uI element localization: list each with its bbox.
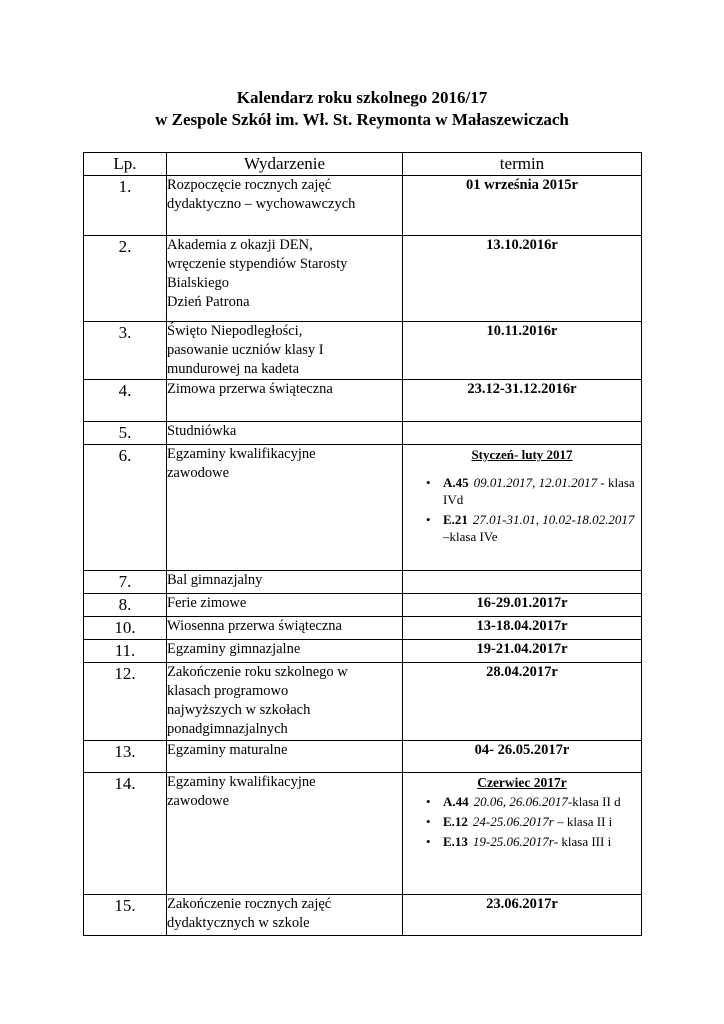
table-row	[84, 617, 642, 640]
term-cell: 23.06.2017r	[403, 895, 642, 936]
event-line: Egzaminy kwalifikacyjne	[167, 774, 316, 790]
event-line: Dzień Patrona	[167, 294, 250, 310]
term-cell	[403, 445, 642, 571]
event-cell	[167, 663, 403, 741]
row-number: 15.	[84, 895, 167, 936]
table-row	[84, 594, 642, 617]
exam-code: E.13	[443, 834, 468, 849]
table-row	[84, 773, 642, 895]
header-term: termin	[403, 153, 642, 176]
exam-dates: 20.06, 26.06.2017	[473, 794, 568, 809]
exam-class: -klasa II d	[567, 794, 621, 809]
row-number: 10.	[84, 617, 167, 640]
event-cell	[167, 236, 403, 322]
event-line: klasach programowo	[167, 683, 289, 699]
table-row	[84, 380, 642, 422]
term-cell: 23.12-31.12.2016r	[403, 380, 642, 422]
event-line: Egzaminy kwalifikacyjne	[167, 446, 316, 462]
header-row	[84, 153, 642, 176]
row-number: 1.	[84, 176, 167, 236]
event-line: Bialskiego	[167, 275, 230, 291]
row-number: 14.	[84, 773, 167, 895]
row-number: 13.	[84, 741, 167, 773]
term-cell	[403, 571, 642, 594]
table-row	[84, 322, 642, 380]
event-line: zawodowe	[167, 793, 230, 809]
event-line: Egzaminy gimnazjalne	[167, 641, 301, 657]
event-line: Bal gimnazjalny	[167, 572, 263, 588]
event-line: wręczenie stypendiów Starosty	[167, 256, 348, 272]
event-line: Zakończenie roku szkolnego w	[167, 664, 348, 680]
title-line-2: w Zespole Szkół im. Wł. St. Reymonta w Małaszewiczach	[155, 110, 569, 129]
row-number: 2.	[84, 236, 167, 322]
table-row	[84, 445, 642, 571]
calendar-table	[83, 152, 642, 936]
exam-period-heading: Styczeń- luty 2017	[471, 447, 573, 462]
exam-dates: 27.01-31.01, 10.02-18.02.2017	[472, 512, 635, 527]
event-line: Zakończenie rocznych zajęć	[167, 896, 332, 912]
event-cell	[167, 594, 403, 617]
exam-period-heading: Czerwiec 2017r	[477, 775, 567, 790]
row-number: 4.	[84, 380, 167, 422]
table-row	[84, 640, 642, 663]
event-line: najwyższych w szkołach	[167, 702, 311, 718]
event-line: Ferie zimowe	[167, 595, 247, 611]
table-row	[84, 741, 642, 773]
exam-list	[403, 793, 641, 857]
event-line: pasowanie uczniów klasy I	[167, 342, 324, 358]
event-line: mundurowej na kadeta	[167, 361, 300, 377]
event-line: zawodowe	[167, 465, 230, 481]
table-row	[84, 176, 642, 236]
table-row	[84, 571, 642, 594]
term-cell: 04- 26.05.2017r	[403, 741, 642, 773]
term-cell: 16-29.01.2017r	[403, 594, 642, 617]
event-line: ponadgimnazjalnych	[167, 721, 288, 737]
exam-code: E.12	[443, 814, 468, 829]
event-line: Rozpoczęcie rocznych zajęć	[167, 177, 332, 193]
event-cell	[167, 895, 403, 936]
exam-item	[443, 833, 637, 850]
event-line: Egzaminy maturalne	[167, 742, 288, 758]
exam-class: –klasa IVe	[443, 529, 498, 544]
row-number: 3.	[84, 322, 167, 380]
table-row	[84, 663, 642, 741]
event-cell	[167, 445, 403, 571]
exam-code: E.21	[443, 512, 468, 527]
title-line-1: Kalendarz roku szkolnego 2016/17	[236, 88, 488, 107]
exam-dates: 19-25.06.2017r	[472, 834, 554, 849]
table-row	[84, 422, 642, 445]
exam-item	[443, 813, 637, 830]
term-cell: 01 września 2015r	[403, 176, 642, 236]
table-row	[84, 895, 642, 936]
event-cell	[167, 617, 403, 640]
exam-class: – klasa II i	[553, 814, 613, 829]
row-number: 7.	[84, 571, 167, 594]
event-cell	[167, 380, 403, 422]
event-line: dydaktyczno – wychowawczych	[167, 196, 356, 212]
event-cell	[167, 322, 403, 380]
event-line: Studniówka	[167, 423, 237, 439]
term-cell: 28.04.2017r	[403, 663, 642, 741]
exam-code: A.44	[443, 794, 469, 809]
exam-dates: 24-25.06.2017r	[472, 814, 554, 829]
event-line: Akademia z okazji DEN,	[167, 237, 313, 253]
term-cell: 13.10.2016r	[403, 236, 642, 322]
header-event: Wydarzenie	[167, 153, 403, 176]
event-cell	[167, 741, 403, 773]
event-cell	[167, 773, 403, 895]
exam-item	[443, 511, 637, 545]
event-cell	[167, 640, 403, 663]
term-cell	[403, 422, 642, 445]
event-line: dydaktycznych w szkole	[167, 915, 310, 931]
exam-code: A.45	[443, 475, 469, 490]
event-cell	[167, 176, 403, 236]
term-cell: 10.11.2016r	[403, 322, 642, 380]
header-lp: Lp.	[84, 153, 167, 176]
row-number: 5.	[84, 422, 167, 445]
event-line: Wiosenna przerwa świąteczna	[167, 618, 342, 634]
event-cell	[167, 422, 403, 445]
exam-class: - klasa III i	[553, 834, 612, 849]
document-title	[0, 87, 724, 131]
term-cell	[403, 773, 642, 895]
row-number: 12.	[84, 663, 167, 741]
event-cell	[167, 571, 403, 594]
exam-class: - klasa IVd	[443, 475, 635, 507]
exam-item	[443, 793, 637, 810]
row-number: 11.	[84, 640, 167, 663]
event-line: Święto Niepodległości,	[167, 323, 303, 339]
table-row	[84, 236, 642, 322]
exam-dates: 09.01.2017, 12.01.2017	[473, 475, 598, 490]
term-cell: 19-21.04.2017r	[403, 640, 642, 663]
term-cell: 13-18.04.2017r	[403, 617, 642, 640]
exam-item	[443, 474, 637, 508]
exam-list	[403, 474, 641, 552]
row-number: 6.	[84, 445, 167, 571]
row-number: 8.	[84, 594, 167, 617]
event-line: Zimowa przerwa świąteczna	[167, 381, 333, 397]
